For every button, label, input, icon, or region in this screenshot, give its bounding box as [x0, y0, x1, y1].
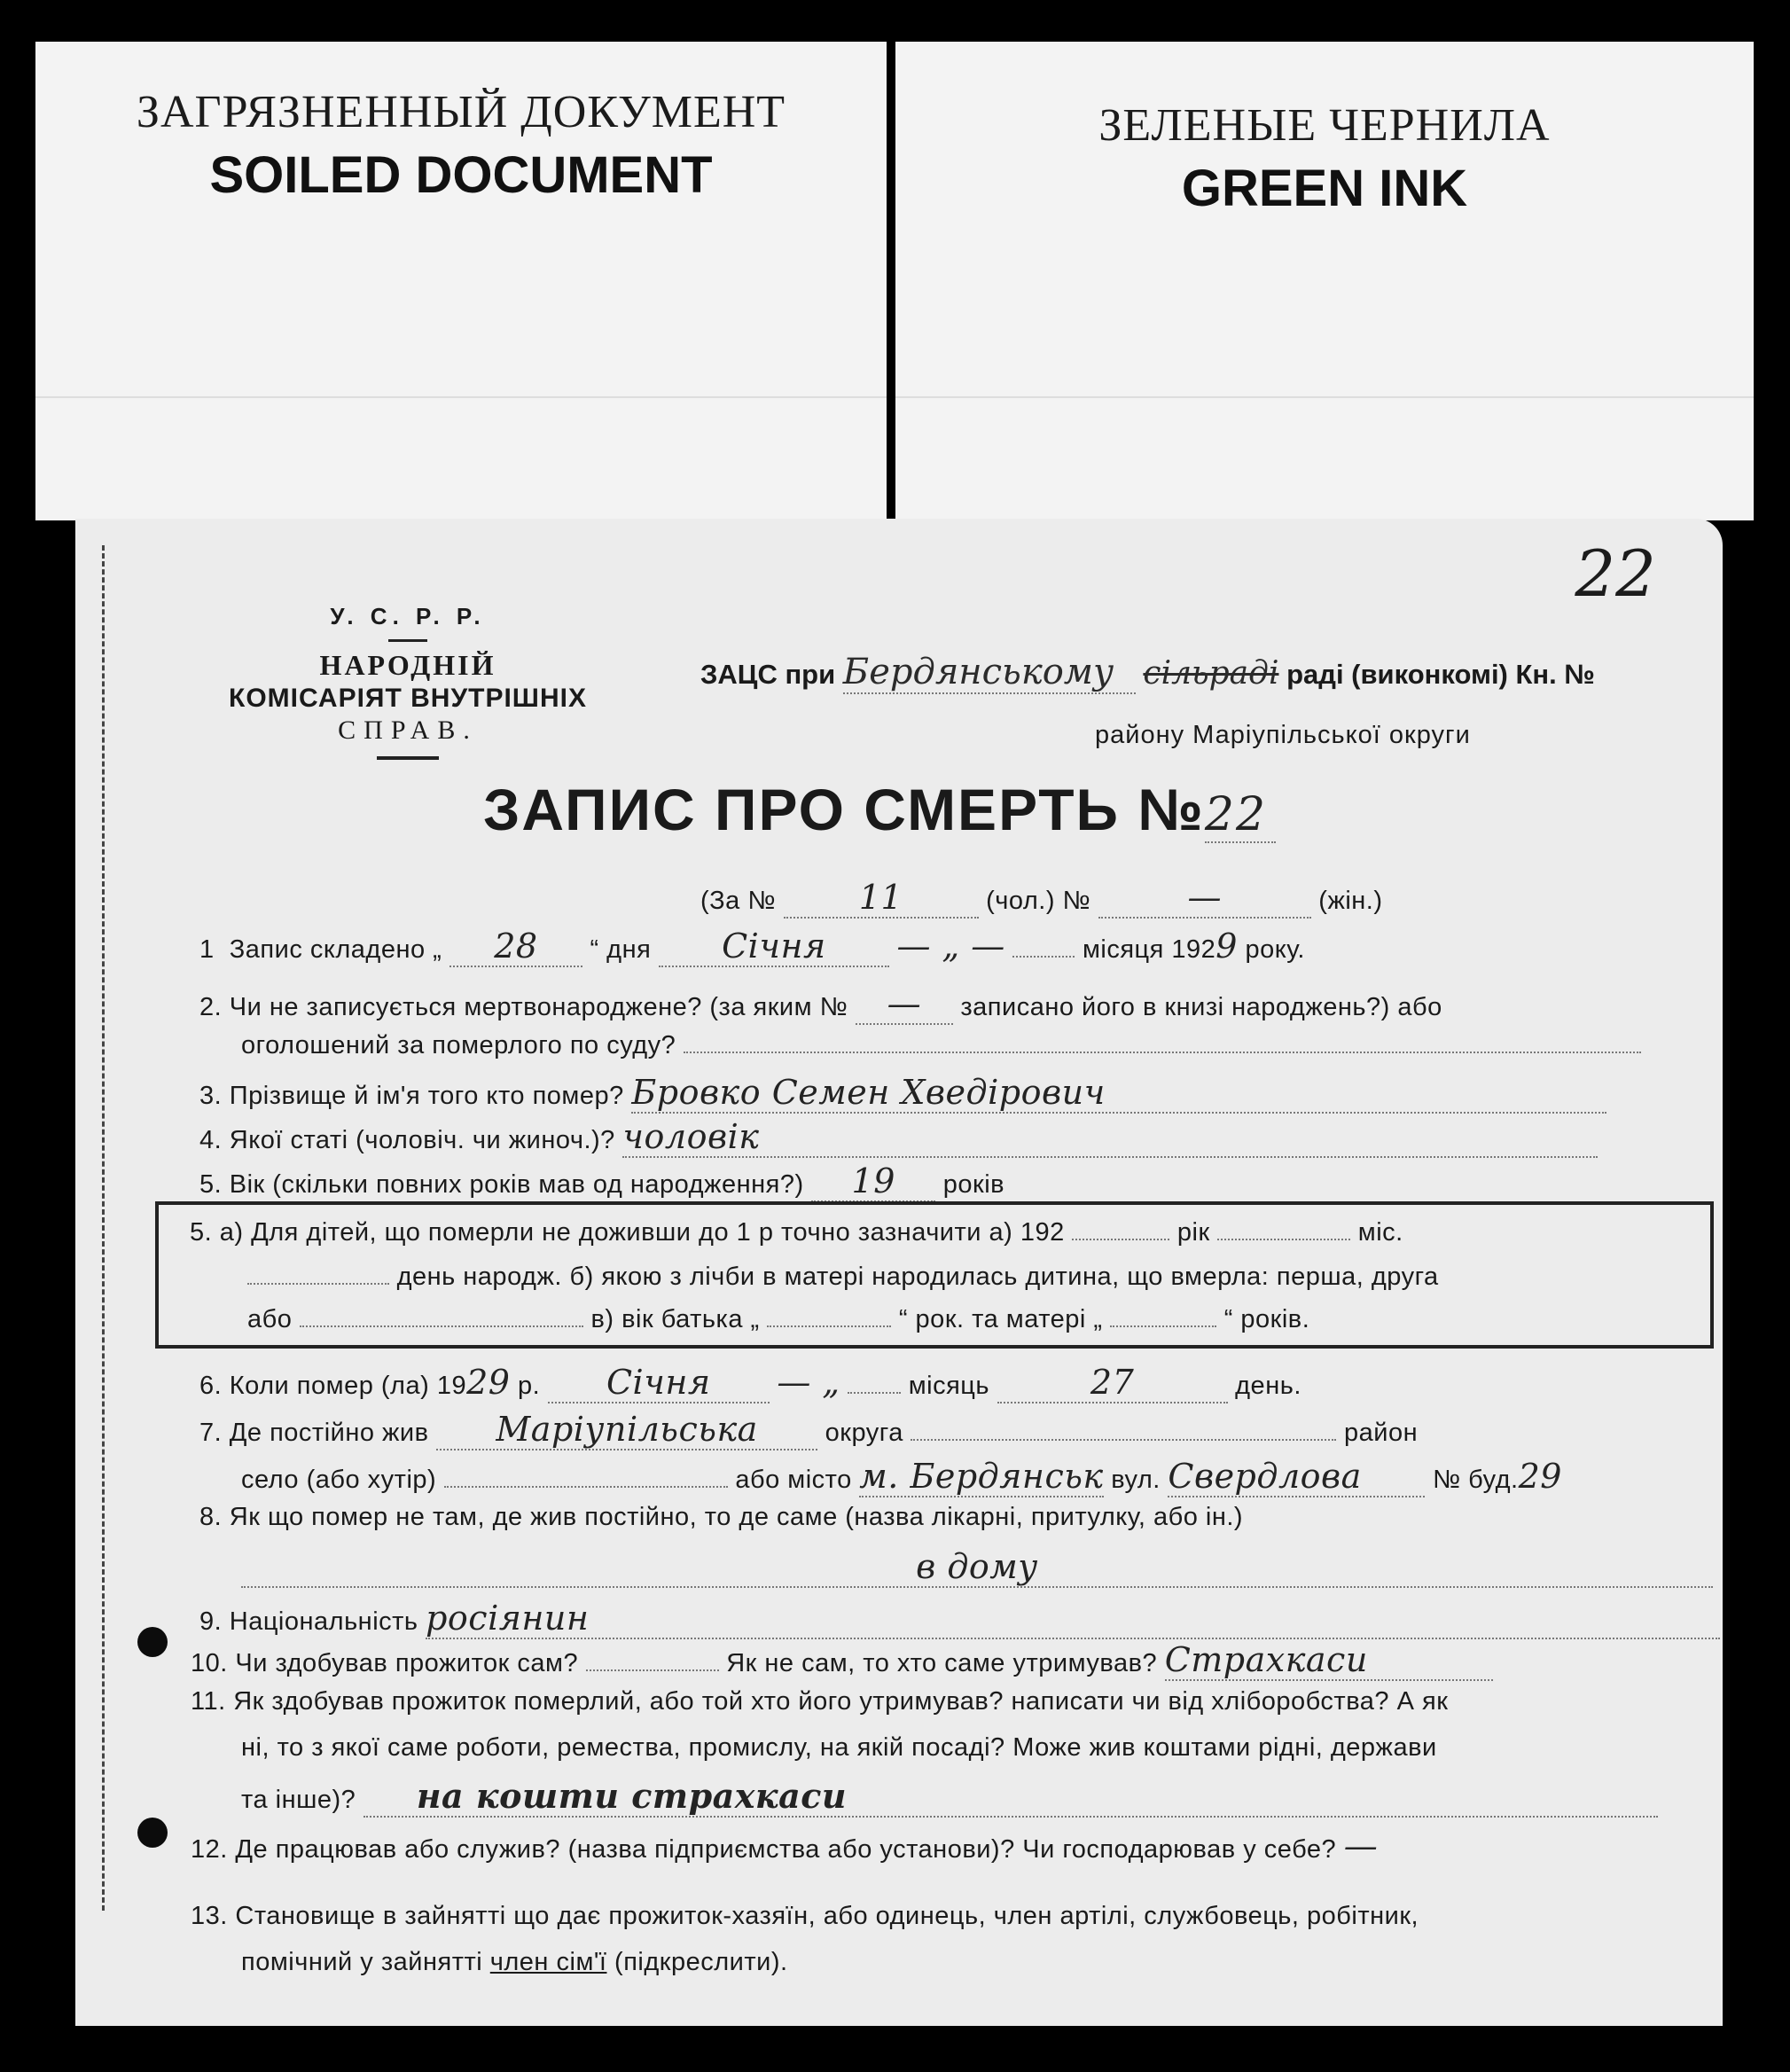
zags-suffix: раді (виконкомі) Кн. № [1286, 659, 1595, 690]
item-8-line-2 [241, 1547, 1713, 1588]
item-12 [191, 1826, 1378, 1865]
divider [377, 756, 439, 760]
item-13-line-2 [241, 1948, 788, 1977]
deceased-sex: чоловік [622, 1117, 1598, 1158]
supported-by: Страхкаси [1165, 1640, 1493, 1681]
za-male-label: (чол.) № [986, 887, 1091, 915]
item-number: 1 [199, 935, 215, 964]
item-label: або [247, 1305, 293, 1333]
item-label: (підкреслити). [614, 1948, 788, 1976]
item-number: 4. [199, 1126, 223, 1154]
item-label: 5. а) Для дітей, що померли не доживши до 1 р точно зазначити а) 192 [190, 1218, 1065, 1247]
soiled-document-card [35, 42, 887, 520]
soiled-label-en: SOILED DOCUMENT [209, 146, 713, 204]
item-label: Становище в зайнятті що дає прожиток-хазяїн, або одинець, член артілі, службовець, робітник, [235, 1902, 1419, 1930]
item-label: Запис складено „ [229, 935, 442, 964]
blank [586, 1669, 719, 1671]
item-label: ні, то з якої саме роботи, ремества, промислу, на якій посаді? Може жив коштами рідні, держави [241, 1733, 1437, 1762]
item-number: 6. [199, 1372, 223, 1400]
item-number: 9. [199, 1607, 223, 1636]
residence-house: 29 [1518, 1457, 1562, 1496]
item-label: Якої статі (чоловіч. чи жиноч.)? [229, 1126, 615, 1154]
punch-hole-top [137, 1627, 168, 1657]
item-label: Чи здобував прожиток сам? [235, 1649, 579, 1677]
item-label: місяця 192 [1082, 935, 1216, 964]
item-label: Де працював або служив? (назва підприємства або установи)? Чи господарював у себе? [235, 1835, 1337, 1864]
item-11 [191, 1687, 1448, 1716]
item-2-line-2 [241, 1031, 1641, 1060]
item-label: Як здобував прожиток померлий, або той хто його утримував? написати чи від хліборобства? А як [233, 1687, 1449, 1716]
item-label: день. [1235, 1372, 1301, 1400]
workplace: — [1343, 1826, 1379, 1865]
item-number: 11. [191, 1687, 226, 1716]
item-label: Коли помер (ла) 19 [229, 1372, 467, 1400]
item-1 [199, 927, 1305, 967]
item-5a-line-3 [247, 1305, 1309, 1334]
ministry-line-1: НАРОДНІЙ [319, 649, 496, 681]
item-label: р. [518, 1372, 541, 1400]
blank [444, 1486, 728, 1488]
item-5 [199, 1161, 1004, 1202]
death-day: 27 [997, 1363, 1228, 1403]
punch-hole-bottom [137, 1818, 168, 1848]
item-label: Національність [229, 1607, 418, 1636]
item-10 [191, 1640, 1493, 1681]
item-number: 13. [191, 1902, 228, 1930]
death-record-sheet [75, 519, 1723, 2026]
item-label: “ дня [590, 935, 652, 964]
ministry-line-2: КОМІСАРІЯТ ВНУТРІШНІХ [229, 684, 587, 713]
page-title [483, 776, 1276, 843]
za-female-label: (жін.) [1318, 887, 1383, 915]
green-ink-label-en: GREEN INK [1181, 160, 1468, 217]
record-dash: — „ — [896, 927, 1005, 966]
issuing-authority-block [182, 603, 634, 760]
nationality: росіянин [426, 1599, 1720, 1639]
item-label: район [1343, 1419, 1419, 1447]
item-label: років [942, 1170, 1005, 1199]
blank [300, 1325, 583, 1327]
blank [1072, 1239, 1169, 1240]
ministry-line-3: СПРАВ. [338, 715, 478, 745]
place-of-death: в дому [241, 1547, 1713, 1588]
item-label: та інше)? [241, 1786, 356, 1814]
item-11-line-2 [241, 1733, 1437, 1763]
title-number: 22 [1205, 788, 1276, 843]
item-number: 5. [199, 1170, 223, 1199]
item-label: року. [1245, 935, 1305, 964]
item-7 [199, 1410, 1418, 1450]
item-7-line-2 [241, 1457, 1562, 1497]
item-4 [199, 1117, 1598, 1158]
blank [1217, 1239, 1350, 1240]
blank [848, 1392, 901, 1394]
item-number: 3. [199, 1082, 223, 1110]
item-3 [199, 1073, 1606, 1114]
usrr-label: У. С. Р. Р. [330, 603, 486, 629]
item-label: Як не сам, то хто саме утримував? [726, 1649, 1158, 1677]
blank [767, 1325, 891, 1327]
residence-street: Свердлова [1168, 1457, 1425, 1497]
item-11-line-3 [241, 1776, 1658, 1818]
underlined-option: член сім'ї [489, 1948, 607, 1976]
death-dash: — „ [777, 1363, 840, 1402]
item-label: рік [1176, 1218, 1210, 1247]
zags-struck: сільраді [1143, 655, 1279, 692]
za-line [700, 878, 1383, 919]
item-label: Де постійно жив [229, 1419, 429, 1447]
record-year-hand: 9 [1215, 927, 1238, 966]
item-label: округа [825, 1419, 903, 1447]
item-label: вул. [1111, 1466, 1161, 1494]
item-5a-line-2 [247, 1263, 1439, 1292]
deceased-name: Бровко Семен Хведірович [631, 1073, 1606, 1114]
residence-okruga: Маріупільська [436, 1410, 817, 1450]
blank [1012, 956, 1075, 958]
item-label: село (або хутір) [241, 1466, 437, 1494]
stillborn-no: — [856, 984, 953, 1025]
za-male-no: 11 [784, 878, 979, 919]
item-label: “ рок. та матері „ [898, 1305, 1103, 1333]
item-8 [199, 1503, 1243, 1532]
child-details-box [155, 1201, 1714, 1349]
residence-city: м. Бердянськ [859, 1457, 1104, 1496]
item-6 [199, 1363, 1301, 1403]
rayon-line: району Маріупільської округи [1095, 721, 1471, 749]
item-5a-line-1 [190, 1218, 1403, 1247]
item-label: місяць [908, 1372, 990, 1400]
blank [247, 1283, 389, 1285]
green-ink-card [895, 42, 1754, 520]
item-label: Чи не записується мертвонароджене? (за яким № [229, 993, 848, 1021]
item-label: Прізвище й ім'я того кто помер? [229, 1082, 624, 1110]
za-prefix: (За № [700, 887, 776, 915]
death-year-hand: 29 [466, 1363, 511, 1402]
item-label: Вік (скільки повних років мав од народження?) [229, 1170, 804, 1199]
item-number: 2. [199, 993, 223, 1021]
item-label: день народж. б) якою з лічби в матері народилась дитина, що вмерла: перша, друга [396, 1263, 1439, 1291]
title-text: ЗАПИС ПРО СМЕРТЬ № [483, 777, 1205, 842]
item-9 [199, 1599, 1720, 1639]
zags-prefix: ЗАЦС при [700, 659, 836, 690]
item-label: Як що помер не там, де жив постійно, то де саме (назва лікарні, притулку, або ін.) [229, 1503, 1244, 1531]
perforation-line [102, 545, 105, 1911]
page-number: 22 [1575, 536, 1656, 611]
card-fold-line [895, 396, 1754, 398]
livelihood: на кошти страхкаси [363, 1776, 1658, 1818]
item-label: помічний у зайнятті [241, 1948, 483, 1976]
zags-handwritten: Бердянському [843, 652, 1136, 694]
item-number: 12. [191, 1835, 228, 1864]
green-ink-label-ru: ЗЕЛЕНЫЕ ЧЕРНИЛА [1098, 100, 1551, 151]
zags-line [700, 652, 1747, 694]
divider [388, 639, 427, 642]
item-label: оголошений за померлого по суду? [241, 1031, 676, 1059]
record-month: Січня [659, 927, 889, 967]
deceased-age: 19 [811, 1161, 935, 1202]
item-label: № буд. [1432, 1466, 1519, 1494]
item-label: або місто [735, 1466, 852, 1494]
item-label: записано його в книзі народжень?) або [960, 993, 1442, 1021]
item-number: 8. [199, 1503, 223, 1531]
blank [1110, 1325, 1216, 1327]
blank [911, 1439, 1336, 1441]
item-number: 7. [199, 1419, 223, 1447]
soiled-label-ru: ЗАГРЯЗНЕННЫЙ ДОКУМЕНТ [136, 87, 786, 137]
item-number: 10. [191, 1649, 228, 1677]
item-label: міс. [1357, 1218, 1403, 1247]
item-label: в) вік батька „ [590, 1305, 760, 1333]
blank [684, 1052, 1641, 1053]
death-month: Січня [548, 1363, 770, 1403]
item-13 [191, 1902, 1419, 1931]
item-label: “ років. [1223, 1305, 1310, 1333]
record-day: 28 [449, 927, 582, 967]
item-2 [199, 984, 1442, 1025]
za-female-no: — [1098, 878, 1311, 919]
card-fold-line [35, 396, 887, 398]
